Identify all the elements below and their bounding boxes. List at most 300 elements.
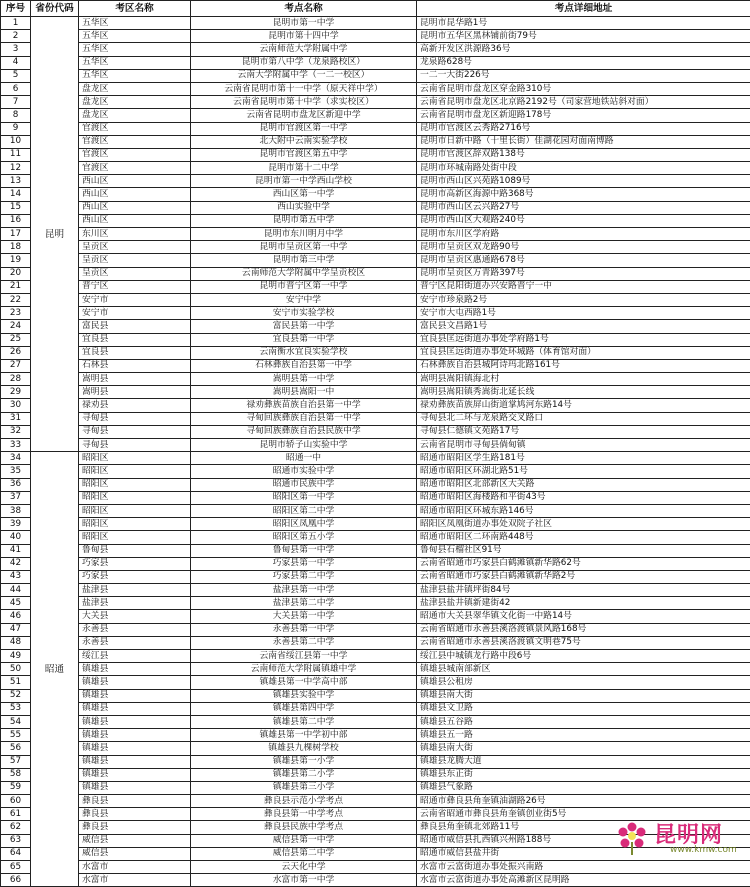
cell-district: 彝良县 — [79, 795, 191, 808]
flower-logo-icon — [612, 820, 652, 856]
table-row — [1, 201, 750, 214]
cell-site-name: 彝良县第一中学考点 — [191, 808, 417, 821]
cell-site-address: 云南省昭通市永善县溪洛渡镇文明巷75号 — [417, 636, 750, 649]
cell-site-name: 云南省昆明市第十中学（求实校区） — [191, 96, 417, 109]
table-row — [1, 768, 750, 781]
cell-district: 宜良县 — [79, 346, 191, 359]
cell-index: 24 — [1, 320, 31, 333]
cell-index: 8 — [1, 109, 31, 122]
cell-district: 盘龙区 — [79, 82, 191, 95]
cell-index: 7 — [1, 96, 31, 109]
cell-site-address: 水富市云富街道办事处振兴南路 — [417, 861, 750, 874]
cell-district: 昭阳区 — [79, 452, 191, 465]
table-row — [1, 30, 750, 43]
cell-district: 镇雄县 — [79, 755, 191, 768]
table-row — [1, 135, 750, 148]
cell-district: 镇雄县 — [79, 676, 191, 689]
cell-site-address: 安宁市大屯西路1号 — [417, 307, 750, 320]
cell-district: 官渡区 — [79, 122, 191, 135]
cell-district: 东川区 — [79, 228, 191, 241]
watermark — [612, 818, 742, 858]
table-row — [1, 861, 750, 874]
cell-index: 15 — [1, 201, 31, 214]
cell-site-address: 镇雄县气象路 — [417, 781, 750, 794]
cell-site-address: 晋宁区昆阳街道办兴安路晋宁一中 — [417, 280, 750, 293]
cell-index: 40 — [1, 531, 31, 544]
cell-site-address: 嵩明县嵩阳镇秀嵩街北延长线 — [417, 386, 750, 399]
cell-index: 13 — [1, 175, 31, 188]
cell-site-address: 镇雄县龙腾大道 — [417, 755, 750, 768]
cell-site-name: 昆明市官渡区第一中学 — [191, 122, 417, 135]
cell-district: 镇雄县 — [79, 663, 191, 676]
cell-district: 镇雄县 — [79, 729, 191, 742]
cell-site-name: 镇雄县第一中学高中部 — [191, 676, 417, 689]
cell-index: 30 — [1, 399, 31, 412]
cell-site-name: 盐津县第二中学 — [191, 597, 417, 610]
cell-site-name: 云南省昆明市第十一中学（原天祥中学） — [191, 82, 417, 95]
table-row — [1, 478, 750, 491]
cell-site-name: 昆明市东川明月中学 — [191, 228, 417, 241]
cell-site-name: 云天化中学 — [191, 861, 417, 874]
cell-index: 19 — [1, 254, 31, 267]
cell-site-name: 彝良县示范小学考点 — [191, 795, 417, 808]
cell-site-name: 昭阳区第一中学 — [191, 491, 417, 504]
cell-index: 11 — [1, 148, 31, 161]
table-row — [1, 175, 750, 188]
cell-index: 50 — [1, 663, 31, 676]
cell-district: 威信县 — [79, 847, 191, 860]
table-row — [1, 386, 750, 399]
cell-index: 49 — [1, 650, 31, 663]
cell-district: 安宁市 — [79, 307, 191, 320]
cell-index: 44 — [1, 584, 31, 597]
cell-district: 五华区 — [79, 17, 191, 30]
cell-index: 60 — [1, 795, 31, 808]
header-district: 考区名称 — [79, 1, 191, 17]
cell-site-name: 昭阳区第二中学 — [191, 504, 417, 517]
cell-district: 鲁甸县 — [79, 544, 191, 557]
table-row — [1, 531, 750, 544]
cell-index: 28 — [1, 373, 31, 386]
table-row — [1, 663, 750, 676]
cell-district: 昭阳区 — [79, 518, 191, 531]
cell-site-name: 昆明市第八中学（龙泉路校区） — [191, 56, 417, 69]
cell-site-name: 云南师范大学附属镇雄中学 — [191, 663, 417, 676]
cell-site-address: 宜良县匡远街道办事处环城路（体育馆对面） — [417, 346, 750, 359]
cell-site-name: 威信县第一中学 — [191, 834, 417, 847]
cell-index: 14 — [1, 188, 31, 201]
cell-index: 29 — [1, 386, 31, 399]
cell-district: 寻甸县 — [79, 412, 191, 425]
cell-index: 31 — [1, 412, 31, 425]
cell-district: 官渡区 — [79, 135, 191, 148]
cell-site-address: 镇雄县南大街 — [417, 742, 750, 755]
cell-site-address: 云南省昆明市盘龙区北京路2192号（司家营地铁站斜对面） — [417, 96, 750, 109]
cell-district: 镇雄县 — [79, 702, 191, 715]
cell-district: 富民县 — [79, 320, 191, 333]
cell-site-address: 云南省昆明市盘龙区穿金路310号 — [417, 82, 750, 95]
cell-index: 2 — [1, 30, 31, 43]
cell-site-address: 镇雄县东正街 — [417, 768, 750, 781]
table-row — [1, 452, 750, 465]
cell-site-address: 云南省昭通市永善县溪洛渡镇景风路168号 — [417, 623, 750, 636]
cell-site-address: 昆明市环城南路处街中段 — [417, 162, 750, 175]
table-row — [1, 570, 750, 583]
cell-site-address: 一二一大街226号 — [417, 69, 750, 82]
cell-site-address: 云南省昭通市巧家县白鹤滩镇新华路2号 — [417, 570, 750, 583]
cell-site-name: 大关县第一中学 — [191, 610, 417, 623]
cell-index: 1 — [1, 17, 31, 30]
cell-index: 17 — [1, 228, 31, 241]
cell-site-address: 昭通市彝良县角奎镇油湖路26号 — [417, 795, 750, 808]
cell-district: 水富市 — [79, 874, 191, 887]
cell-district: 镇雄县 — [79, 768, 191, 781]
cell-site-address: 昆明市日新中路（十里长街）佳湖花园对面南博路 — [417, 135, 750, 148]
cell-index: 45 — [1, 597, 31, 610]
cell-site-name: 禄劝彝族苗族自治县第一中学 — [191, 399, 417, 412]
table-row — [1, 17, 750, 30]
cell-site-address: 昆明市呈贡区万青路397号 — [417, 267, 750, 280]
cell-index: 57 — [1, 755, 31, 768]
table-row — [1, 228, 750, 241]
cell-site-address: 镇雄县五一路 — [417, 729, 750, 742]
table-row — [1, 425, 750, 438]
table-row — [1, 254, 750, 267]
cell-site-name: 威信县第二中学 — [191, 847, 417, 860]
cell-site-address: 镇雄县城南部新区 — [417, 663, 750, 676]
cell-site-name: 昆明市第一中学西山学校 — [191, 175, 417, 188]
cell-site-address: 昆明市西山区兴苑路1089号 — [417, 175, 750, 188]
cell-site-name: 巧家县第二中学 — [191, 570, 417, 583]
cell-index: 18 — [1, 241, 31, 254]
cell-site-name: 昆明市晋宁区第一中学 — [191, 280, 417, 293]
table-row — [1, 702, 750, 715]
cell-city: 昆明 — [31, 17, 79, 452]
cell-site-address: 禄劝彝族苗族屏山街道掌鸠河东路14号 — [417, 399, 750, 412]
cell-district: 昭阳区 — [79, 491, 191, 504]
cell-site-name: 嵩明县嵩阳一中 — [191, 386, 417, 399]
cell-site-address: 龙泉路628号 — [417, 56, 750, 69]
cell-site-name: 永善县第一中学 — [191, 623, 417, 636]
table-row — [1, 373, 750, 386]
cell-district: 西山区 — [79, 201, 191, 214]
cell-district: 威信县 — [79, 834, 191, 847]
table-row — [1, 597, 750, 610]
table-row — [1, 359, 750, 372]
cell-site-address: 昆明市五华区黑林铺前街79号 — [417, 30, 750, 43]
cell-index: 47 — [1, 623, 31, 636]
cell-site-name: 昆明市第三中学 — [191, 254, 417, 267]
table-row — [1, 188, 750, 201]
cell-index: 54 — [1, 715, 31, 728]
cell-site-address: 昭通市昭阳区环湖北路51号 — [417, 465, 750, 478]
cell-district: 呈贡区 — [79, 241, 191, 254]
cell-site-address: 昆明市东川区学府路 — [417, 228, 750, 241]
cell-site-address: 昆明市西山区大观路240号 — [417, 214, 750, 227]
cell-site-address: 昭通市昭阳区海楼路和平街43号 — [417, 491, 750, 504]
table-row — [1, 148, 750, 161]
cell-index: 20 — [1, 267, 31, 280]
cell-index: 41 — [1, 544, 31, 557]
cell-index: 42 — [1, 557, 31, 570]
cell-index: 35 — [1, 465, 31, 478]
cell-index: 23 — [1, 307, 31, 320]
cell-district: 巧家县 — [79, 557, 191, 570]
table-row — [1, 544, 750, 557]
table-row — [1, 280, 750, 293]
cell-site-address: 镇雄县文卫路 — [417, 702, 750, 715]
cell-index: 10 — [1, 135, 31, 148]
cell-site-name: 嵩明县第一中学 — [191, 373, 417, 386]
cell-district: 官渡区 — [79, 148, 191, 161]
cell-index: 66 — [1, 874, 31, 887]
table-row — [1, 557, 750, 570]
header-site-name: 考点名称 — [191, 1, 417, 17]
cell-site-name: 昭阳区第五小学 — [191, 531, 417, 544]
cell-site-name: 镇雄县实验中学 — [191, 689, 417, 702]
cell-district: 彝良县 — [79, 821, 191, 834]
cell-site-name: 北大附中云南实验学校 — [191, 135, 417, 148]
cell-district: 永善县 — [79, 636, 191, 649]
cell-district: 永善县 — [79, 623, 191, 636]
cell-index: 43 — [1, 570, 31, 583]
table-row — [1, 267, 750, 280]
cell-site-address: 昭通市大关县翠华镇文化街一中路14号 — [417, 610, 750, 623]
cell-index: 25 — [1, 333, 31, 346]
cell-district: 呈贡区 — [79, 254, 191, 267]
table-row — [1, 676, 750, 689]
cell-site-name: 昆明市第十二中学 — [191, 162, 417, 175]
table-row — [1, 874, 750, 887]
cell-district: 盐津县 — [79, 597, 191, 610]
cell-index: 12 — [1, 162, 31, 175]
cell-site-name: 云南大学附属中学（一二一校区） — [191, 69, 417, 82]
cell-site-name: 盐津县第一中学 — [191, 584, 417, 597]
cell-site-address: 昭通市昭阳区二环南路448号 — [417, 531, 750, 544]
table-row — [1, 689, 750, 702]
cell-index: 53 — [1, 702, 31, 715]
cell-site-name: 镇雄县第二小学 — [191, 768, 417, 781]
cell-site-address: 安宁市珍泉路2号 — [417, 293, 750, 306]
cell-district: 寻甸县 — [79, 425, 191, 438]
cell-site-name: 彝良县民族中学考点 — [191, 821, 417, 834]
cell-index: 33 — [1, 439, 31, 452]
cell-site-address: 云南省昆明市寻甸县倘甸镇 — [417, 439, 750, 452]
cell-district: 呈贡区 — [79, 267, 191, 280]
cell-site-name: 昆明市呈贡区第一中学 — [191, 241, 417, 254]
table-row — [1, 69, 750, 82]
cell-index: 61 — [1, 808, 31, 821]
table-row — [1, 742, 750, 755]
cell-site-name: 西山实验中学 — [191, 201, 417, 214]
table-row — [1, 162, 750, 175]
cell-index: 9 — [1, 122, 31, 135]
cell-index: 34 — [1, 452, 31, 465]
table-row — [1, 307, 750, 320]
cell-index: 3 — [1, 43, 31, 56]
cell-site-name: 安宁市实验学校 — [191, 307, 417, 320]
watermark-text: 昆明网 — [654, 818, 723, 849]
cell-district: 昭阳区 — [79, 465, 191, 478]
cell-index: 16 — [1, 214, 31, 227]
cell-site-name: 昭通一中 — [191, 452, 417, 465]
cell-district: 寻甸县 — [79, 439, 191, 452]
table-row — [1, 293, 750, 306]
cell-site-address: 水富市云富街道办事处高滩新区昆明路 — [417, 874, 750, 887]
table-row — [1, 399, 750, 412]
cell-site-address: 石林彝族自治县城阿诗玛北路161号 — [417, 359, 750, 372]
cell-district: 水富市 — [79, 861, 191, 874]
cell-index: 38 — [1, 504, 31, 517]
cell-site-name: 昆明市第一中学 — [191, 17, 417, 30]
table-row — [1, 82, 750, 95]
cell-district: 嵩明县 — [79, 386, 191, 399]
table-row — [1, 504, 750, 517]
cell-index: 58 — [1, 768, 31, 781]
cell-index: 46 — [1, 610, 31, 623]
cell-site-address: 盐津县盐井镇坪街84号 — [417, 584, 750, 597]
cell-district: 官渡区 — [79, 162, 191, 175]
cell-site-address: 云南省昭通市巧家县白鹤滩镇新华路62号 — [417, 557, 750, 570]
cell-district: 镇雄县 — [79, 689, 191, 702]
cell-index: 62 — [1, 821, 31, 834]
cell-site-name: 镇雄县第四中学 — [191, 702, 417, 715]
cell-index: 65 — [1, 861, 31, 874]
cell-site-name: 昆明市轿子山实验中学 — [191, 439, 417, 452]
cell-site-name: 昭通市民族中学 — [191, 478, 417, 491]
cell-index: 48 — [1, 636, 31, 649]
cell-site-name: 云南衡水宜良实验学校 — [191, 346, 417, 359]
cell-site-address: 昭通市威信县盐井街 — [417, 847, 750, 860]
cell-site-name: 石林彝族自治县第一中学 — [191, 359, 417, 372]
cell-site-name: 昆明市第五中学 — [191, 214, 417, 227]
cell-site-address: 镇雄县南大街 — [417, 689, 750, 702]
table-row — [1, 346, 750, 359]
cell-site-name: 昆明市第十四中学 — [191, 30, 417, 43]
cell-district: 盘龙区 — [79, 109, 191, 122]
table-row — [1, 636, 750, 649]
cell-site-name: 巧家县第一中学 — [191, 557, 417, 570]
cell-site-address: 镇雄县五谷路 — [417, 715, 750, 728]
header-province-code: 省份代码 — [31, 1, 79, 17]
cell-district: 禄劝县 — [79, 399, 191, 412]
cell-district: 安宁市 — [79, 293, 191, 306]
cell-site-address: 鲁甸县石榴社区91号 — [417, 544, 750, 557]
cell-district: 石林县 — [79, 359, 191, 372]
cell-index: 39 — [1, 518, 31, 531]
cell-site-name: 镇雄县第三小学 — [191, 781, 417, 794]
cell-site-address: 昆明市呈贡区惠通路678号 — [417, 254, 750, 267]
cell-district: 五华区 — [79, 69, 191, 82]
cell-index: 52 — [1, 689, 31, 702]
cell-site-address: 昭通市昭阳区环城东路146号 — [417, 504, 750, 517]
cell-site-name: 云南师范大学附属中学呈贡校区 — [191, 267, 417, 280]
table-row — [1, 518, 750, 531]
cell-index: 36 — [1, 478, 31, 491]
table-row — [1, 43, 750, 56]
table-row — [1, 96, 750, 109]
cell-district: 巧家县 — [79, 570, 191, 583]
table-row — [1, 610, 750, 623]
cell-district: 晋宁区 — [79, 280, 191, 293]
cell-site-address: 镇雄县公租房 — [417, 676, 750, 689]
cell-district: 彝良县 — [79, 808, 191, 821]
cell-site-name: 镇雄县九棵树学校 — [191, 742, 417, 755]
table-row — [1, 715, 750, 728]
cell-index: 56 — [1, 742, 31, 755]
cell-site-name: 水富市第一中学 — [191, 874, 417, 887]
cell-district: 西山区 — [79, 188, 191, 201]
cell-index: 59 — [1, 781, 31, 794]
table-row — [1, 333, 750, 346]
cell-index: 32 — [1, 425, 31, 438]
table-row — [1, 214, 750, 227]
cell-site-address: 昭通市昭阳区学生路181号 — [417, 452, 750, 465]
cell-site-address: 寻甸县北二环与龙泉路交叉路口 — [417, 412, 750, 425]
cell-index: 37 — [1, 491, 31, 504]
cell-site-name: 镇雄县第一中学初中部 — [191, 729, 417, 742]
cell-index: 55 — [1, 729, 31, 742]
cell-site-name: 富民县第一中学 — [191, 320, 417, 333]
table-row — [1, 755, 750, 768]
cell-index: 6 — [1, 82, 31, 95]
cell-district: 盘龙区 — [79, 96, 191, 109]
cell-site-address: 昆明市官渡区云秀路2716号 — [417, 122, 750, 135]
cell-site-address: 昆明市昆华路1号 — [417, 17, 750, 30]
cell-index: 5 — [1, 69, 31, 82]
cell-site-name: 寻甸回族彝族自治县第一中学 — [191, 412, 417, 425]
cell-site-name: 云南省绥江县第一中学 — [191, 650, 417, 663]
cell-site-name: 云南师范大学附属中学 — [191, 43, 417, 56]
cell-site-address: 昆明市呈贡区双龙路90号 — [417, 241, 750, 254]
cell-district: 西山区 — [79, 175, 191, 188]
table-row — [1, 320, 750, 333]
cell-site-address: 绥江县中城镇龙行路中段6号 — [417, 650, 750, 663]
cell-district: 镇雄县 — [79, 742, 191, 755]
table-row — [1, 412, 750, 425]
table-header-row — [1, 1, 750, 17]
cell-site-address: 富民县文昌路1号 — [417, 320, 750, 333]
cell-site-address: 彝良县角奎镇北郊路11号 — [417, 821, 750, 834]
cell-site-address: 嵩明县嵩阳镇海北村 — [417, 373, 750, 386]
cell-site-name: 镇雄县第一小学 — [191, 755, 417, 768]
cell-site-name: 昭阳区凤凰中学 — [191, 518, 417, 531]
cell-index: 27 — [1, 359, 31, 372]
cell-district: 嵩明县 — [79, 373, 191, 386]
cell-site-address: 宜良县匡远街道办事处学府路1号 — [417, 333, 750, 346]
cell-site-name: 昆明市官渡区第五中学 — [191, 148, 417, 161]
cell-site-address: 昭通市威信县扎西镇兴州路188号 — [417, 834, 750, 847]
table-row — [1, 781, 750, 794]
cell-site-name: 西山区第一中学 — [191, 188, 417, 201]
watermark-url: www.kmw.com — [670, 845, 737, 855]
cell-index: 21 — [1, 280, 31, 293]
cell-site-address: 盐津县盐井镇新建街42 — [417, 597, 750, 610]
table-row — [1, 491, 750, 504]
table-row — [1, 465, 750, 478]
cell-district: 西山区 — [79, 214, 191, 227]
table-row — [1, 56, 750, 69]
cell-district: 五华区 — [79, 56, 191, 69]
cell-site-address: 昆明市官渡区辞双路138号 — [417, 148, 750, 161]
cell-site-address: 昆明市高新区海源中路368号 — [417, 188, 750, 201]
cell-site-address: 云南省昭通市彝良县角奎镇创业街5号 — [417, 808, 750, 821]
table-row — [1, 650, 750, 663]
table-body — [1, 17, 750, 887]
table-row — [1, 122, 750, 135]
cell-site-address: 昭通市昭阳区北部新区大关路 — [417, 478, 750, 491]
cell-index: 4 — [1, 56, 31, 69]
